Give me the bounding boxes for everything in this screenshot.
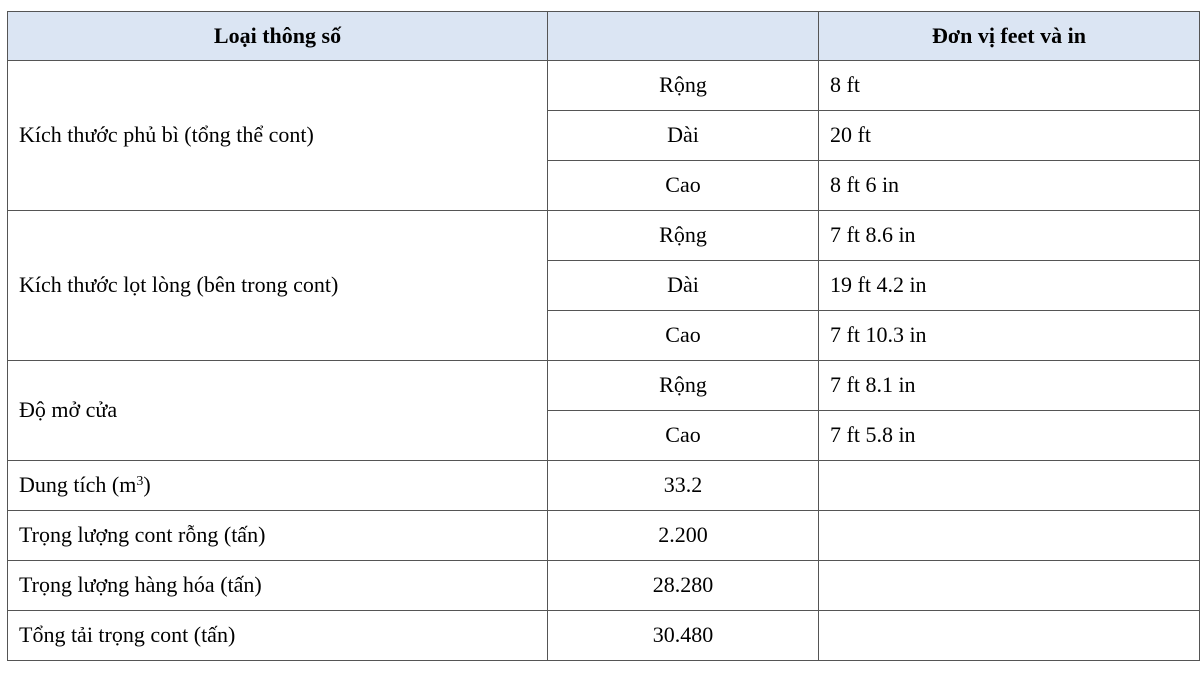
tare-weight-label: Trọng lượng cont rỗng (tấn)	[8, 511, 548, 561]
capacity-value: 33.2	[548, 461, 819, 511]
table-row	[8, 361, 1200, 411]
empty-cell	[819, 561, 1200, 611]
spec-table	[7, 11, 1200, 661]
header-dimension	[548, 12, 819, 61]
tare-weight-value: 2.200	[548, 511, 819, 561]
dimension-cell: Cao	[548, 311, 819, 361]
gross-weight-value: 30.480	[548, 611, 819, 661]
label-superscript: 3	[136, 474, 144, 490]
dimension-cell: Rộng	[548, 211, 819, 261]
header-param-type: Loại thông số	[8, 12, 548, 61]
group-label-outer-dimensions: Kích thước phủ bì (tổng thể cont)	[8, 61, 548, 211]
dimension-cell: Rộng	[548, 61, 819, 111]
value-cell: 7 ft 5.8 in	[819, 411, 1200, 461]
dimension-cell: Cao	[548, 411, 819, 461]
payload-value: 28.280	[548, 561, 819, 611]
value-cell: 19 ft 4.2 in	[819, 261, 1200, 311]
table-row	[8, 611, 1200, 661]
gross-weight-label: Tổng tải trọng cont (tấn)	[8, 611, 548, 661]
table-row	[8, 61, 1200, 111]
value-cell: 7 ft 8.1 in	[819, 361, 1200, 411]
dimension-cell: Rộng	[548, 361, 819, 411]
empty-cell	[819, 611, 1200, 661]
value-cell: 8 ft	[819, 61, 1200, 111]
group-label-inner-dimensions: Kích thước lọt lòng (bên trong cont)	[8, 211, 548, 361]
table-row	[8, 461, 1200, 511]
dimension-cell: Dài	[548, 261, 819, 311]
group-label-door-opening: Độ mở cửa	[8, 361, 548, 461]
table-row	[8, 211, 1200, 261]
table-row	[8, 511, 1200, 561]
dimension-cell: Cao	[548, 161, 819, 211]
label-text: Dung tích (m	[19, 472, 137, 498]
label-text-end: )	[143, 472, 151, 498]
empty-cell	[819, 461, 1200, 511]
payload-label: Trọng lượng hàng hóa (tấn)	[8, 561, 548, 611]
value-cell: 20 ft	[819, 111, 1200, 161]
dimension-cell: Dài	[548, 111, 819, 161]
table-row	[8, 561, 1200, 611]
empty-cell	[819, 511, 1200, 561]
header-row	[8, 12, 1200, 61]
value-cell: 7 ft 8.6 in	[819, 211, 1200, 261]
value-cell: 7 ft 10.3 in	[819, 311, 1200, 361]
header-feet-inch-unit: Đơn vị feet và in	[819, 12, 1200, 61]
capacity-label	[8, 461, 548, 511]
value-cell: 8 ft 6 in	[819, 161, 1200, 211]
